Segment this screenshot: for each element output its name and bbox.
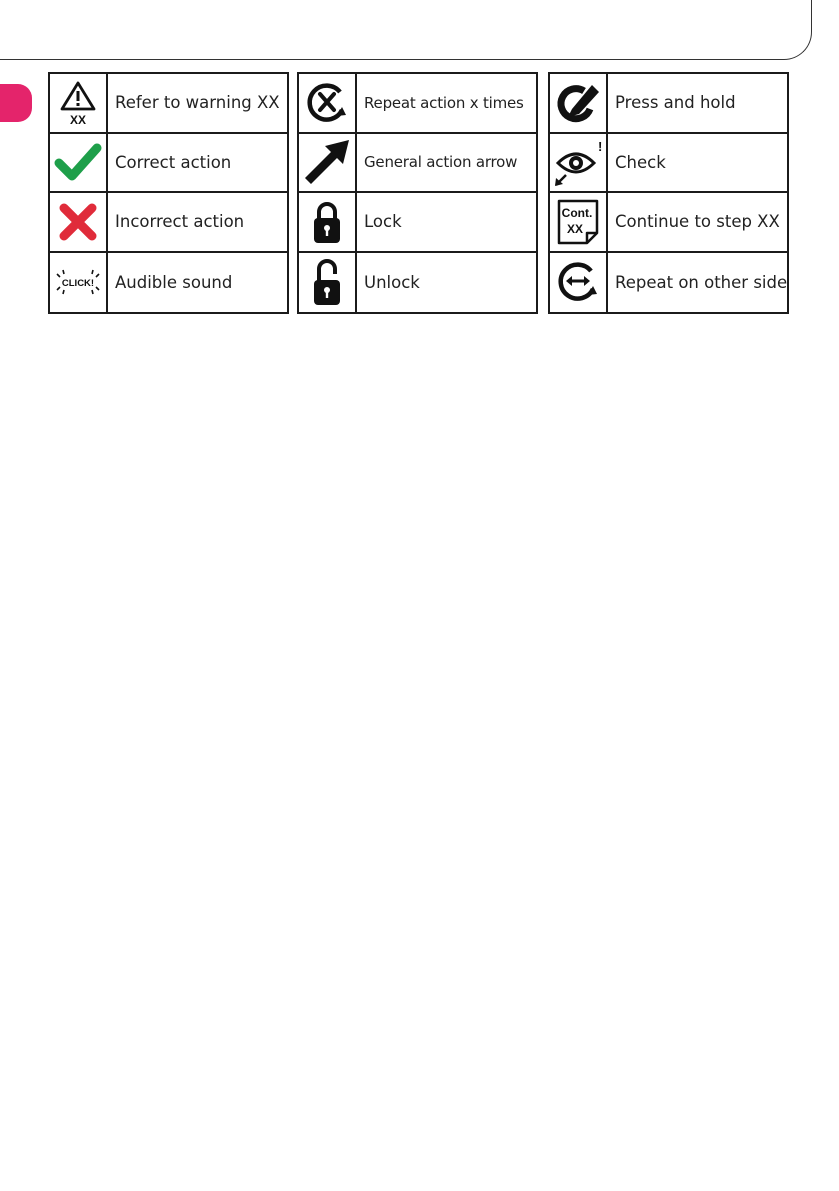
lock-icon (299, 193, 357, 253)
svg-text:!: ! (598, 139, 603, 155)
unlock-icon (299, 253, 357, 313)
click-sound-icon (50, 253, 108, 313)
legend-label-unlock: Unlock (364, 272, 420, 292)
repeat-other-side-icon (550, 253, 608, 313)
eye-check-icon (550, 134, 608, 194)
legend-label-correct-action: Correct action (108, 134, 287, 194)
repeat-x-times-icon (299, 74, 357, 134)
page-fold-line (0, 0, 812, 60)
legend-label-lock: Lock (357, 193, 536, 253)
warning-triangle-icon (50, 74, 108, 134)
legend-label-press-and-hold: Press and hold (608, 74, 787, 134)
symbol-legend-table-1 (48, 72, 289, 314)
section-tab-marker (0, 84, 32, 122)
svg-text:XX: XX (69, 112, 87, 126)
legend-label-check: Check (608, 134, 787, 194)
symbol-legend-table-2 (297, 72, 538, 314)
svg-text:XX: XX (566, 221, 584, 236)
svg-text:CLICK!: CLICK! (61, 278, 95, 290)
svg-text:Cont.: Cont. (561, 205, 593, 220)
legend-label-repeat-action: Repeat action x times (357, 74, 536, 134)
legend-label-continue-to-step: Continue to step XX (608, 193, 787, 253)
legend-label-repeat-on-other-side: Repeat on other side (615, 272, 788, 292)
legend-label-audible-sound: Audible sound (115, 272, 233, 292)
legend-label-refer-to-warning: Refer to warning XX (108, 74, 287, 134)
red-cross-icon (50, 193, 108, 253)
continue-step-icon (550, 193, 608, 253)
action-arrow-icon (299, 134, 357, 194)
legend-label-general-action-arrow: General action arrow (357, 134, 536, 194)
symbol-legend-table-3 (548, 72, 789, 314)
legend-label-incorrect-action: Incorrect action (108, 193, 287, 253)
press-and-hold-icon (550, 74, 608, 134)
green-checkmark-icon (50, 134, 108, 194)
